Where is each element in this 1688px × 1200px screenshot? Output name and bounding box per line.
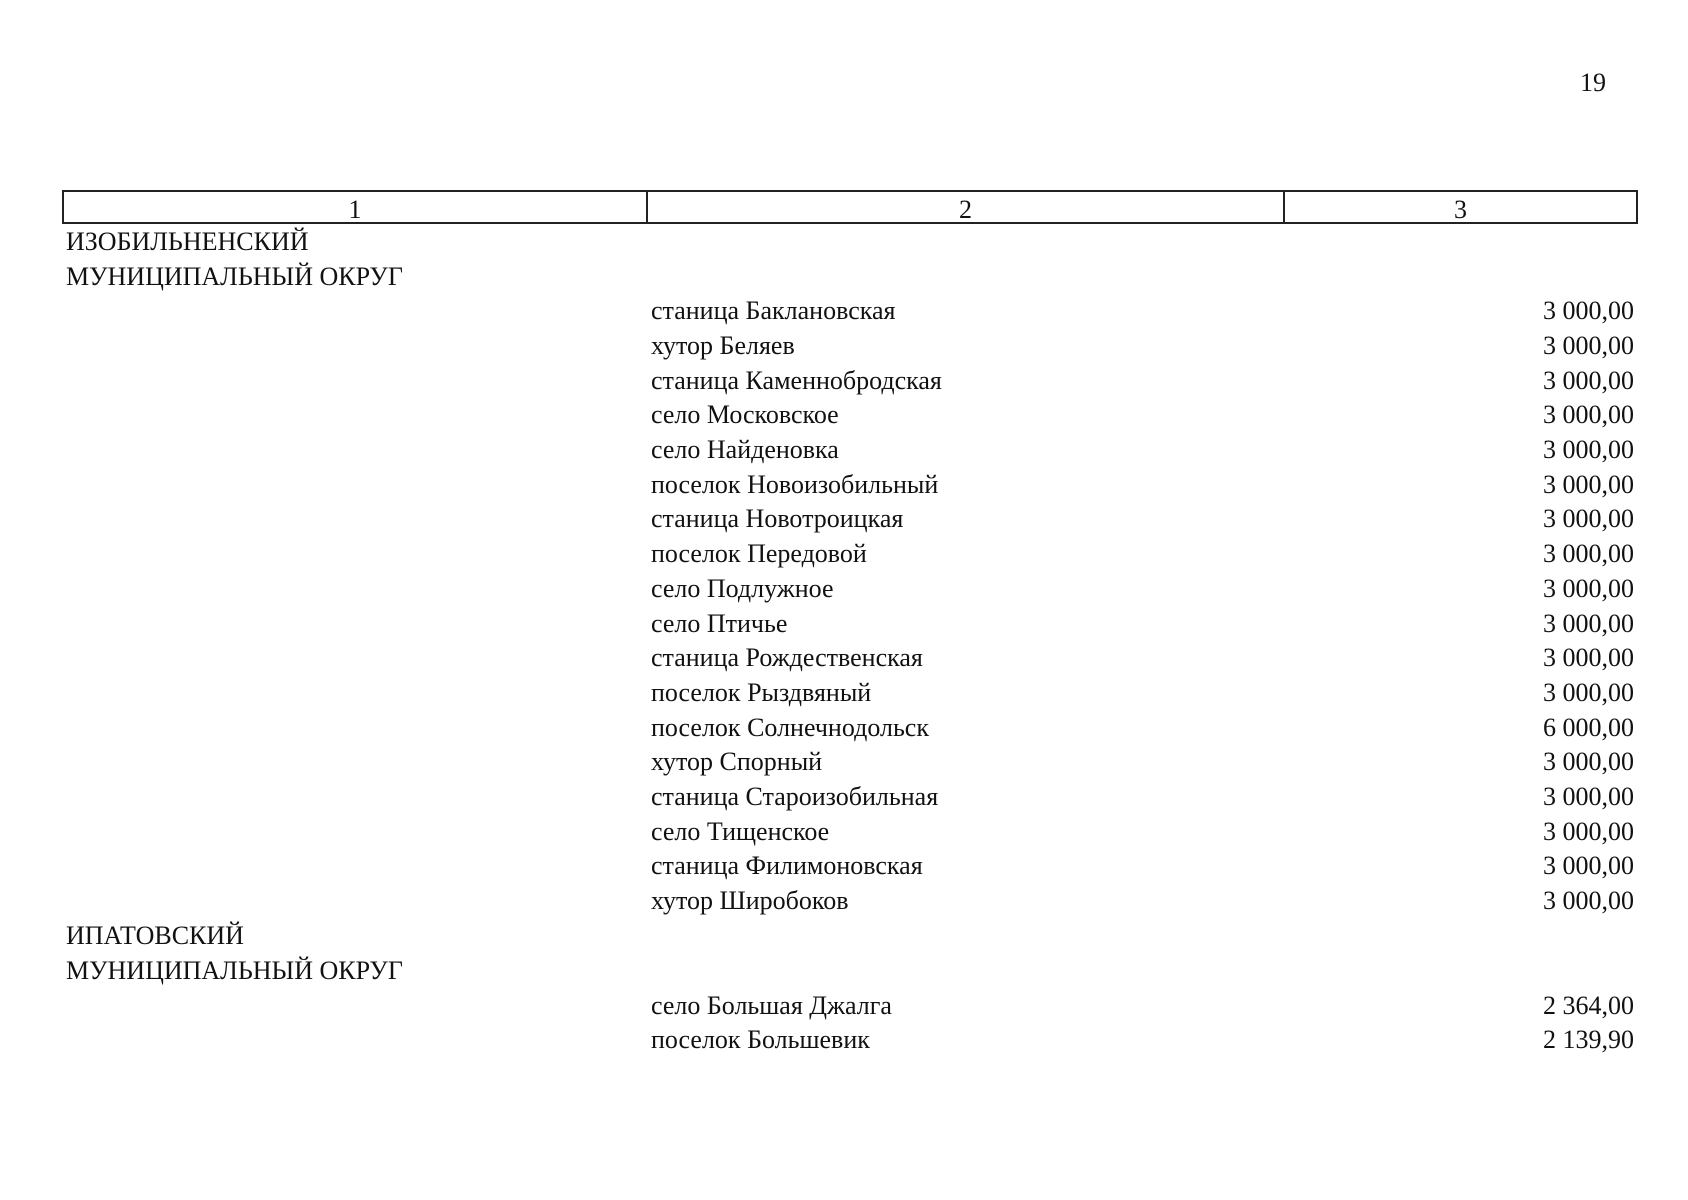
table-row [62,537,1638,572]
table-row [62,814,1638,849]
district-heading [62,224,1638,294]
settlement-name: станица Баклановская [651,296,896,326]
table-header-col-2: 2 [648,192,1285,222]
page-number: 19 [1580,68,1606,97]
settlement-name: станица Каменнобродская [651,365,942,395]
table-row [62,676,1638,711]
settlement-name: станица Рождественская [651,643,923,673]
amount-value: 3 000,00 [1543,747,1634,777]
table-row [62,329,1638,364]
settlement-name: село Московское [651,400,839,430]
amount-value: 3 000,00 [1543,851,1634,881]
table-row [62,1023,1638,1058]
table-row [62,398,1638,433]
table-row [62,745,1638,780]
settlement-name: поселок Солнечнодольск [651,712,929,742]
settlement-name: поселок Большевик [651,1025,870,1055]
settlement-name: хутор Спорный [651,747,823,777]
amount-value: 3 000,00 [1543,539,1634,569]
settlement-name: село Найденовка [651,435,839,465]
amount-value: 3 000,00 [1543,296,1634,326]
settlement-name: село Тищенское [651,816,830,846]
table-row [62,502,1638,537]
settlement-name: станица Староизобильная [651,781,939,811]
settlement-name: хутор Беляев [651,331,795,361]
amount-value: 3 000,00 [1543,435,1634,465]
district-name-line-1: ИПАТОВСКИЙ [66,921,244,951]
amount-value: 3 000,00 [1543,365,1634,395]
table-header-col-3: 3 [1454,195,1467,224]
table-row [62,294,1638,329]
settlement-name: хутор Широбоков [651,886,849,916]
amount-value: 3 000,00 [1543,400,1634,430]
table-body [62,224,1638,1058]
table-row [62,710,1638,745]
district-heading [62,918,1638,988]
table-row [62,467,1638,502]
amount-value: 3 000,00 [1543,643,1634,673]
amount-value: 3 000,00 [1543,331,1634,361]
table-row [62,849,1638,884]
table-row [62,780,1638,815]
amount-value: 3 000,00 [1543,781,1634,811]
amount-value: 3 000,00 [1543,816,1634,846]
table-header-row [62,190,1638,224]
settlement-name: село Большая Джалга [651,990,892,1020]
table-header-col-1: 1 [64,192,648,222]
amount-value: 3 000,00 [1543,886,1634,916]
settlement-name: станица Филимоновская [651,851,923,881]
settlement-name: поселок Передовой [651,539,867,569]
amount-value: 3 000,00 [1543,608,1634,638]
table-row [62,363,1638,398]
table-row [62,572,1638,607]
table-row [62,988,1638,1023]
settlement-name: поселок Новоизобильный [651,469,939,499]
table-row [62,641,1638,676]
amount-value: 3 000,00 [1543,504,1634,534]
district-name-line-1: ИЗОБИЛЬНЕНСКИЙ [66,227,309,256]
district-name-line-2: МУНИЦИПАЛЬНЫЙ ОКРУГ [66,956,403,986]
settlement-name: село Подлужное [651,573,834,603]
settlement-name: поселок Рыздвяный [651,677,872,707]
amount-value: 6 000,00 [1543,712,1634,742]
amount-value: 3 000,00 [1543,573,1634,603]
table-row [62,433,1638,468]
table-row [62,606,1638,641]
table-row [62,884,1638,919]
amount-value: 3 000,00 [1543,469,1634,499]
settlement-name: село Птичье [651,608,788,638]
amount-value: 2 364,00 [1543,990,1634,1020]
amount-value: 3 000,00 [1543,677,1634,707]
district-name-line-2: МУНИЦИПАЛЬНЫЙ ОКРУГ [66,262,403,291]
amount-value: 2 139,90 [1543,1025,1634,1055]
settlement-name: станица Новотроицкая [651,504,904,534]
